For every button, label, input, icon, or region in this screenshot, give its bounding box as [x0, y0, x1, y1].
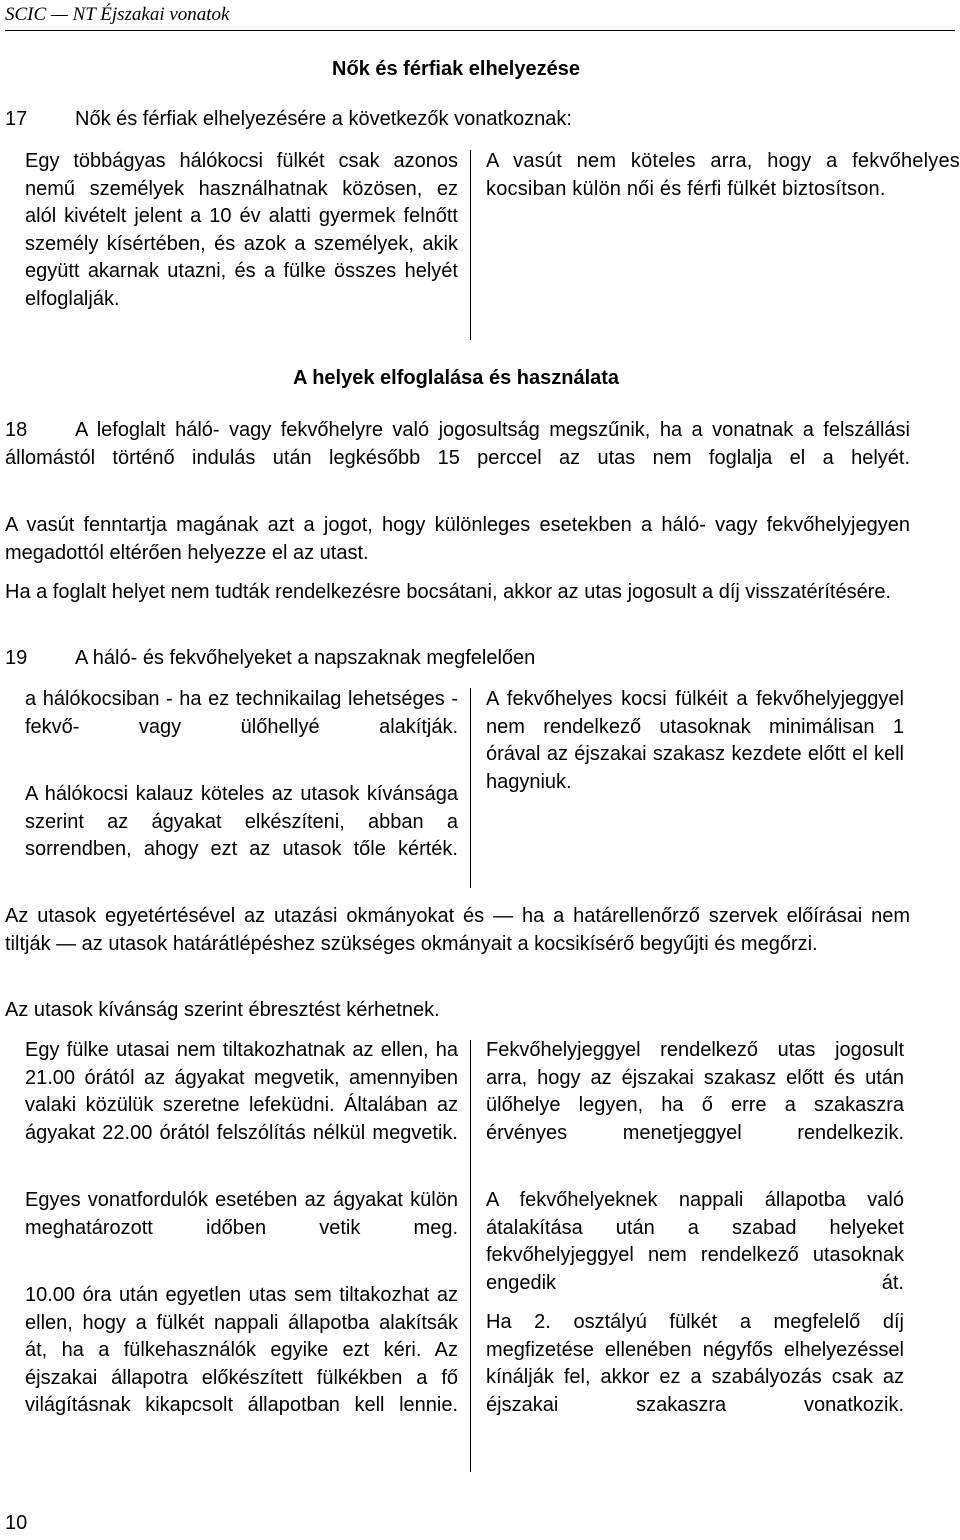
- bed-time-text: Egy fülke utasai nem tiltakozhatnak az ellen, ha 21.00 órától az ágyakat megvetik, amennyiben valaki közülük szeretne lefeküdni. Általában az ágyakat 22.00 órától felszólítás nélkül megvetik.: [25, 1039, 458, 1144]
- running-header: SCIC — NT Éjszakai vonatok: [5, 4, 230, 25]
- reassignment-paragraph: A vasút fenntartja magának azt a jogot, hogy különleges esetekben a háló- vagy fekvőhelyjegyen megadottól eltérően helyezze el az utast.: [5, 514, 910, 564]
- item-19: [5, 647, 905, 670]
- compartment-gender-rule: Egy többágyas hálókocsi fülkét csak azonos nemű személyek használhatnak közösen, ez alól kivételt jelent a 10 év alatti gyermek felnőtt személy kísértében, és azok a személyek, akik együtt akarnak utazni, és a fülke összes helyét elfoglalják.: [25, 150, 458, 310]
- item-number: 19: [5, 647, 28, 669]
- refund-paragraph: Ha a foglalt helyet nem tudták rendelkezésre bocsátani, akkor az utas jogosult a díj visszatérítésére.: [5, 581, 892, 603]
- train-schedule-text: Egyes vonatfordulók esetében az ágyakat külön meghatározott időben vetik meg.: [25, 1189, 458, 1239]
- item-text: A lefoglalt háló- vagy fekvőhelyre való jogosultság megszűnik, ha a vonatnak a felszállási állomástól történő indulás után legkésőbb 15 perccel az utas nem foglalja el a helyét.: [5, 419, 910, 469]
- free-seats-text: A fekvőhelyeknek nappali állapotba való átalakítása után a szabad helyeket fekvőhelyjeggyel nem rendelkező utasoknak engedik át.: [486, 1189, 904, 1294]
- header-rule: [5, 30, 955, 31]
- sleeper-conversion-text: a hálókocsiban - ha ez technikailag lehetséges - fekvő- vagy ülőhellyé alakítják.: [25, 688, 458, 738]
- column-divider: [470, 688, 471, 888]
- page-number: 10: [5, 1512, 28, 1534]
- column-divider: [470, 1040, 471, 1472]
- section-title-women-men: Nők és férfiak elhelyezése: [332, 58, 580, 80]
- attendant-bed-text: A hálókocsi kalauz köteles az utasok kívánsága szerint az ágyakat elkészíteni, abban a sorrendben, ahogy ezt az utasok tőle kérték.: [25, 783, 458, 860]
- couchette-gender-note: A vasút nem köteles arra, hogy a fekvőhelyes kocsiban külön női és férfi fülkét biztosítson.: [486, 150, 960, 200]
- day-state-text: 10.00 óra után egyetlen utas sem tiltakozhat az ellen, hogy a fülkét nappali állapotba alakítsák át, ha a fülkehasználók egyike ezt kéri. Az éjszakai állapotra előkészített fülkékben a fő világításnak kikapcsolt állapotban kell lennie.: [25, 1284, 458, 1416]
- section-title-seats-use: A helyek elfoglalása és használata: [292, 367, 620, 389]
- couchette-leave-text: A fekvőhelyes kocsi fülkéit a fekvőhelyjeggyel nem rendelkező utasoknak minimálisan 1 órával az éjszakai szakasz kezdete előtt el kell hagyniuk.: [486, 688, 904, 793]
- couchette-seat-text: Fekvőhelyjeggyel rendelkező utas jogosult arra, hogy az éjszakai szakasz előtt és után ülőhelye legyen, ha ő erre a szakaszra érvényes menetjeggyel rendelkezik.: [486, 1039, 904, 1144]
- item-number: 18: [5, 419, 28, 441]
- item-text: A háló- és fekvőhelyeket a napszaknak megfelelően: [75, 647, 536, 669]
- item-17: [5, 108, 905, 131]
- wakeup-paragraph: Az utasok kívánság szerint ébresztést kérhetnek.: [5, 999, 440, 1021]
- documents-paragraph: Az utasok egyetértésével az utazási okmányokat és — ha a határellenőrző szervek előírásai nem tiltják — az utasok határátlépéshez szükséges okmányait a kocsikísérő begyűjti és megőrzi.: [5, 905, 910, 955]
- four-berth-text: Ha 2. osztályú fülkét a megfelelő díj megfizetése ellenében négyfős elhelyezéssel kínálják fel, akkor ez a szabályozás csak az éjszakai szakaszra vonatkozik.: [486, 1311, 904, 1416]
- column-divider: [470, 150, 471, 340]
- item-text: Nők és férfiak elhelyezésére a következők vonatkoznak:: [75, 108, 572, 130]
- item-number: 17: [5, 108, 28, 130]
- item-18: [5, 417, 910, 472]
